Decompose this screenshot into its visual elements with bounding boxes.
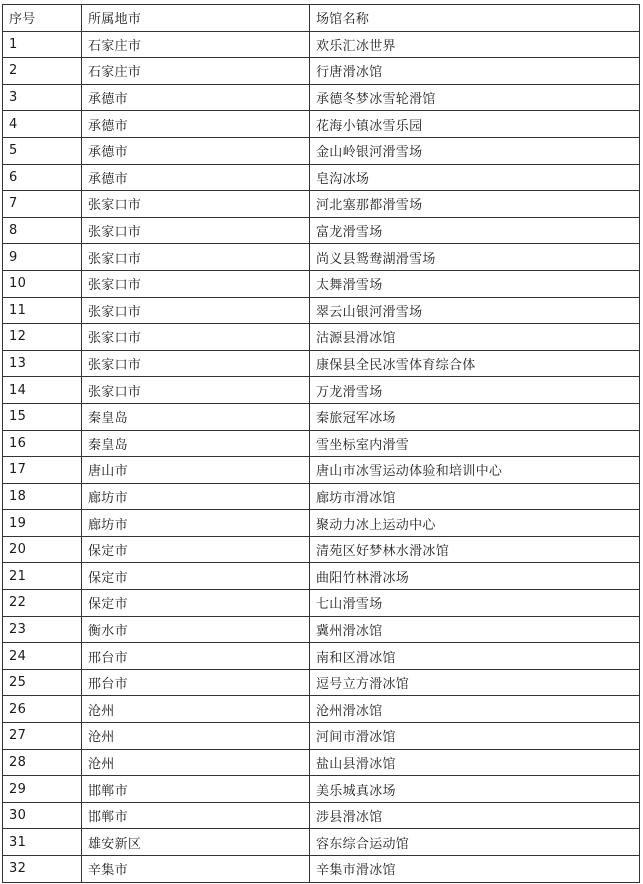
row-city-cell: 石家庄市: [82, 31, 310, 58]
row-index-cell: 4: [3, 111, 82, 138]
table-row: [3, 829, 640, 856]
row-index-cell: 7: [3, 191, 82, 218]
row-city-cell: 沧州: [82, 696, 310, 723]
table-row: [3, 510, 640, 537]
row-index-cell: 29: [3, 776, 82, 803]
row-venue-cell: 康保县全民冰雪体育综合体: [310, 350, 640, 377]
row-city-cell: 唐山市: [82, 457, 310, 484]
row-index-cell: 14: [3, 377, 82, 404]
row-venue-cell: 太舞滑雪场: [310, 270, 640, 297]
row-venue-cell: 沽源县滑冰馆: [310, 324, 640, 351]
table-row: [3, 856, 640, 883]
table-row: [3, 536, 640, 563]
row-city-cell: 张家口市: [82, 191, 310, 218]
table-row: [3, 31, 640, 58]
table-row: [3, 696, 640, 723]
venue-table: [2, 4, 640, 883]
row-index-cell: 9: [3, 244, 82, 271]
row-city-cell: 廊坊市: [82, 510, 310, 537]
row-index-cell: 2: [3, 58, 82, 85]
table-row: [3, 244, 640, 271]
row-city-cell: 张家口市: [82, 297, 310, 324]
row-venue-cell: 承德冬梦冰雪轮滑馆: [310, 84, 640, 111]
row-index-cell: 32: [3, 856, 82, 883]
row-city-cell: 保定市: [82, 563, 310, 590]
row-city-cell: 沧州: [82, 749, 310, 776]
table-row: [3, 643, 640, 670]
row-venue-cell: 容东综合运动馆: [310, 829, 640, 856]
table-row: [3, 457, 640, 484]
row-index-cell: 24: [3, 643, 82, 670]
row-index-cell: 19: [3, 510, 82, 537]
row-venue-cell: 南和区滑冰馆: [310, 643, 640, 670]
row-index-cell: 31: [3, 829, 82, 856]
row-venue-cell: 秦旅冠军冰场: [310, 403, 640, 430]
row-venue-cell: 廊坊市滑冰馆: [310, 483, 640, 510]
row-venue-cell: 万龙滑雪场: [310, 377, 640, 404]
table-row: [3, 749, 640, 776]
row-city-cell: 邢台市: [82, 669, 310, 696]
row-venue-cell: 清苑区好梦林水滑冰馆: [310, 536, 640, 563]
row-venue-cell: 行唐滑冰馆: [310, 58, 640, 85]
row-venue-cell: 美乐城真冰场: [310, 776, 640, 803]
row-city-cell: 辛集市: [82, 856, 310, 883]
row-index-cell: 18: [3, 483, 82, 510]
table-row: [3, 270, 640, 297]
table-row: [3, 84, 640, 111]
row-city-cell: 衡水市: [82, 616, 310, 643]
row-venue-cell: 冀州滑冰馆: [310, 616, 640, 643]
row-city-cell: 保定市: [82, 536, 310, 563]
row-venue-cell: 盐山县滑冰馆: [310, 749, 640, 776]
row-index-cell: 25: [3, 669, 82, 696]
row-city-cell: 张家口市: [82, 270, 310, 297]
row-city-cell: 邯郸市: [82, 802, 310, 829]
table-row: [3, 590, 640, 617]
row-index-cell: 5: [3, 137, 82, 164]
row-venue-cell: 金山岭银河滑雪场: [310, 137, 640, 164]
table-row: [3, 111, 640, 138]
row-venue-cell: 雪坐标室内滑雪: [310, 430, 640, 457]
row-city-cell: 张家口市: [82, 324, 310, 351]
table-row: [3, 324, 640, 351]
row-index-cell: 13: [3, 350, 82, 377]
row-city-cell: 秦皇岛: [82, 430, 310, 457]
table-header-row: [3, 5, 640, 32]
row-city-cell: 张家口市: [82, 217, 310, 244]
row-city-cell: 张家口市: [82, 350, 310, 377]
table-row: [3, 723, 640, 750]
row-index-cell: 10: [3, 270, 82, 297]
table-row: [3, 191, 640, 218]
table-row: [3, 164, 640, 191]
row-city-cell: 邢台市: [82, 643, 310, 670]
row-index-cell: 22: [3, 590, 82, 617]
row-venue-cell: 逗号立方滑冰馆: [310, 669, 640, 696]
row-venue-cell: 涉县滑冰馆: [310, 802, 640, 829]
header-index: 序号: [3, 5, 82, 32]
row-index-cell: 17: [3, 457, 82, 484]
row-venue-cell: 欢乐汇冰世界: [310, 31, 640, 58]
row-index-cell: 16: [3, 430, 82, 457]
row-city-cell: 雄安新区: [82, 829, 310, 856]
row-index-cell: 12: [3, 324, 82, 351]
row-venue-cell: 富龙滑雪场: [310, 217, 640, 244]
row-index-cell: 8: [3, 217, 82, 244]
row-venue-cell: 花海小镇冰雪乐园: [310, 111, 640, 138]
row-venue-cell: 唐山市冰雪运动体验和培训中心: [310, 457, 640, 484]
row-city-cell: 承德市: [82, 137, 310, 164]
row-city-cell: 秦皇岛: [82, 403, 310, 430]
table-row: [3, 217, 640, 244]
row-index-cell: 28: [3, 749, 82, 776]
row-index-cell: 26: [3, 696, 82, 723]
row-venue-cell: 翠云山银河滑雪场: [310, 297, 640, 324]
row-index-cell: 15: [3, 403, 82, 430]
row-index-cell: 6: [3, 164, 82, 191]
header-city: 所属地市: [82, 5, 310, 32]
table-row: [3, 802, 640, 829]
row-city-cell: 承德市: [82, 111, 310, 138]
row-city-cell: 邯郸市: [82, 776, 310, 803]
row-venue-cell: 河间市滑冰馆: [310, 723, 640, 750]
table-row: [3, 776, 640, 803]
table-row: [3, 58, 640, 85]
row-index-cell: 27: [3, 723, 82, 750]
table-row: [3, 297, 640, 324]
row-city-cell: 沧州: [82, 723, 310, 750]
table-row: [3, 483, 640, 510]
row-city-cell: 张家口市: [82, 377, 310, 404]
table-row: [3, 403, 640, 430]
row-city-cell: 石家庄市: [82, 58, 310, 85]
row-venue-cell: 河北塞那都滑雪场: [310, 191, 640, 218]
row-venue-cell: 七山滑雪场: [310, 590, 640, 617]
header-venue: 场馆名称: [310, 5, 640, 32]
table-row: [3, 616, 640, 643]
table-row: [3, 137, 640, 164]
row-index-cell: 23: [3, 616, 82, 643]
row-index-cell: 20: [3, 536, 82, 563]
table-body: [3, 31, 640, 882]
row-venue-cell: 曲阳竹林滑冰场: [310, 563, 640, 590]
row-index-cell: 21: [3, 563, 82, 590]
row-city-cell: 张家口市: [82, 244, 310, 271]
row-index-cell: 3: [3, 84, 82, 111]
row-index-cell: 30: [3, 802, 82, 829]
row-venue-cell: 辛集市滑冰馆: [310, 856, 640, 883]
row-city-cell: 保定市: [82, 590, 310, 617]
row-city-cell: 承德市: [82, 84, 310, 111]
row-venue-cell: 聚动力冰上运动中心: [310, 510, 640, 537]
venue-table-container: [2, 4, 640, 883]
row-venue-cell: 皂沟冰场: [310, 164, 640, 191]
table-row: [3, 669, 640, 696]
row-index-cell: 11: [3, 297, 82, 324]
table-row: [3, 377, 640, 404]
table-row: [3, 430, 640, 457]
row-city-cell: 廊坊市: [82, 483, 310, 510]
row-city-cell: 承德市: [82, 164, 310, 191]
row-venue-cell: 尚义县鸳鸯湖滑雪场: [310, 244, 640, 271]
row-venue-cell: 沧州滑冰馆: [310, 696, 640, 723]
row-index-cell: 1: [3, 31, 82, 58]
table-row: [3, 350, 640, 377]
table-row: [3, 563, 640, 590]
